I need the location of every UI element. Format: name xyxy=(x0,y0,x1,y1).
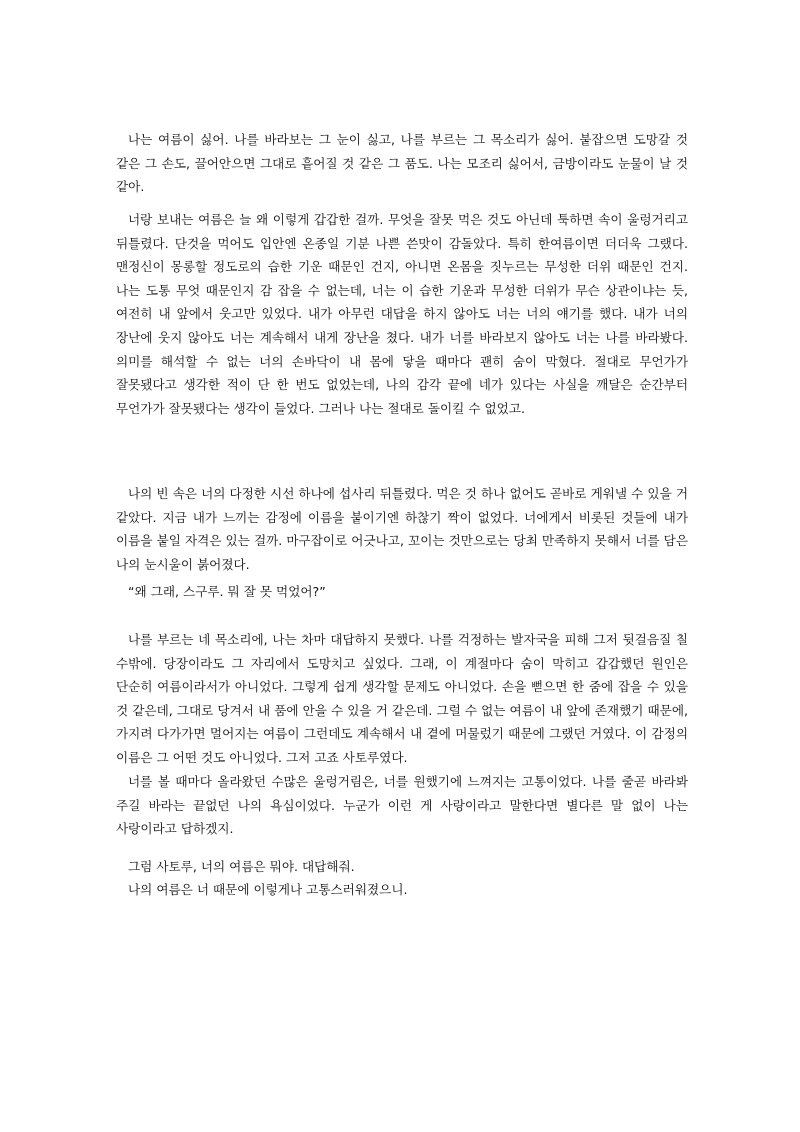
paragraph-text: 나는 여름이 싫어. 나를 바라보는 그 눈이 싫고, 나를 부르는 그 목소리가 싫어. 붙잡으면 도망갈 것 같은 그 손도, 끌어안으면 그대로 흩어질 것 같은 그 품도. 나는 모조리 싫어서, 금방이라도 눈물이 날 것 같아. xyxy=(116,132,688,195)
paragraph-text: 나의 빈 속은 너의 다정한 시선 하나에 섭사리 뒤틀렸다. 먹은 것 하나 없어도 곧바로 게워낼 수 있을 거 같았다. 지금 내가 느끼는 감정에 이름을 붙이기엔 하찮기 짝이 없었다. 너에게서 비롯된 것들에 내가 이름을 붙일 자격은 있는 걸까. 마구잡이로 어긋나고, 꼬이는 것만으로는 당최 만족하지 못해서 너를 담은 나의 눈시울이 붉어졌다. xyxy=(116,486,688,572)
paragraph-2 xyxy=(116,208,688,420)
paragraph-3 xyxy=(116,482,688,576)
paragraph-5 xyxy=(116,628,688,770)
dialogue-line xyxy=(116,580,688,604)
paragraph-8 xyxy=(116,878,688,902)
paragraph-text: “왜 그래, 스구루. 뭐 잘 못 먹었어?” xyxy=(128,584,326,599)
paragraph-6 xyxy=(116,770,688,841)
paragraph-text: 너를 볼 때마다 올라왔던 수많은 울렁거림은, 너를 원했기에 느껴지는 고통이었다. 나를 줄곧 바라봐 주길 바라는 끝없던 나의 욕심이었다. 누군가 이런 게 사랑이라고 말한다면 별다른 말 없이 나는 사랑이라고 답하겠지. xyxy=(116,774,688,837)
paragraph-7 xyxy=(116,855,688,879)
paragraph-text: 나를 부르는 네 목소리에, 나는 차마 대답하지 못했다. 나를 걱정하는 발자국을 피해 그저 뒷걸음질 칠 수밖에. 당장이라도 그 자리에서 도망치고 싶었다. 그래, 이 계절마다 숨이 막히고 갑갑했던 원인은 단순히 여름이라서가 아니었다. 그렇게 쉽게 생각할 문제도 아니었다. 손을 뻗으면 한 줌에 잡을 수 있을 것 같은데, 그대로 당겨서 내 품에 안을 수 있을 거 같은데. 그럴 수 없는 여름이 내 앞에 존재했기 때문에, 가지려 다가가면 멀어지는 여름이 그런데도 계속해서 내 곁에 머물렀기 때문에 그랬던 거였다. 이 감정의 이름은 그 어떤 것도 아니었다. 그저 고죠 사토루였다. xyxy=(116,632,688,765)
paragraph-1 xyxy=(116,128,688,199)
paragraph-text: 너랑 보내는 여름은 늘 왜 이렇게 갑갑한 걸까. 무엇을 잘못 먹은 것도 아닌데 툭하면 속이 울렁거리고 뒤틀렸다. 단것을 먹어도 입안엔 온종일 기분 나쁜 쓴맛이 감돌았다. 특히 한여름이면 더더욱 그랬다. 맨정신이 몽롱할 정도로의 습한 기운 때문인 건지, 아니면 온몸을 짓누르는 무성한 더위 때문인 건지. 나는 도통 무엇 때문인지 감 잡을 수 없는데, 너는 이 습한 기운과 무성한 더위가 무슨 상관이냐는 듯, 여전히 내 앞에서 웃고만 있었다. 내가 아무런 대답을 하지 않아도 너는 너의 얘기를 했다. 내가 너의 장난에 웃지 않아도 너는 계속해서 내게 장난을 쳤다. 내가 너를 바라보지 않아도 너는 나를 바라봤다. 의미를 해석할 수 없는 너의 손바닥이 내 몸에 닿을 때마다 괜히 숨이 막혔다. 절대로 무언가가 잘못됐다고 생각한 적이 단 한 번도 없었는데, 나의 감각 끝에 네가 있다는 사실을 깨달은 순간부터 무언가가 잘못됐다는 생각이 들었다. 그러나 나는 절대로 돌이킬 수 없었고. xyxy=(116,212,688,416)
paragraph-text: 나의 여름은 너 때문에 이렇게나 고통스러워졌으니. xyxy=(128,882,408,897)
paragraph-text: 그럼 사토루, 너의 여름은 뭐야. 대답해줘. xyxy=(128,859,355,874)
